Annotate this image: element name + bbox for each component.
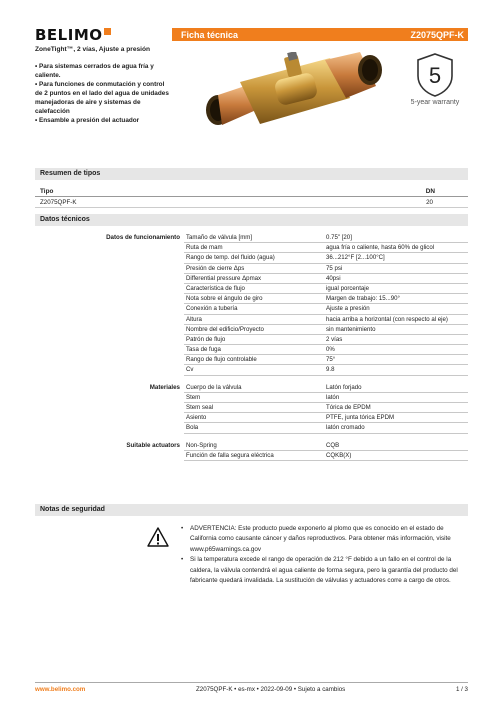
tech-key: Altura: [186, 315, 202, 323]
tech-key: Nota sobre el ángulo de giro: [186, 295, 263, 303]
warranty-label: 5-year warranty: [410, 99, 460, 106]
table-row: [184, 451, 468, 461]
tech-key: Rango de temp. del fluido (agua): [186, 254, 275, 262]
tech-value: 0%: [326, 346, 335, 354]
footer-info: Z2075QPF-K • es-mx • 2022-09-09 • Sujeto a cambios: [196, 686, 346, 693]
table-row: [184, 233, 468, 243]
header-bar: [172, 28, 468, 41]
warning-icon: [147, 527, 169, 547]
table-row: [184, 365, 468, 375]
tech-key: Bola: [186, 424, 199, 432]
page-number: 1 / 3: [455, 686, 468, 693]
col-type: Tipo: [40, 188, 54, 195]
table-row: [184, 345, 468, 355]
belimo-logo: [35, 26, 111, 44]
tech-key: Tamaño de válvula [mm]: [186, 234, 253, 241]
tech-key: Característica de flujo: [186, 284, 245, 292]
tech-value: 2 vías: [326, 335, 343, 343]
tech-value: CQKB(X): [326, 451, 352, 459]
table-row: [184, 294, 468, 304]
table-row: [184, 383, 468, 393]
product-subtitle: ZoneTight™, 2 vías, Ajuste a presión: [35, 46, 151, 53]
tech-value: 75 psi: [326, 264, 343, 272]
tech-group: [35, 441, 468, 461]
table-row: [184, 315, 468, 325]
tech-value: latón: [326, 393, 340, 401]
tech-group-label: Suitable actuators: [126, 441, 180, 449]
tech-value: igual porcentaje: [326, 284, 370, 292]
tech-key: Differential pressure Δpmax: [186, 274, 262, 282]
tech-value: CQB: [326, 441, 340, 449]
tech-value: Ajuste a presión: [326, 305, 370, 313]
tech-value: PTFE, junta tórica EPDM: [326, 414, 395, 422]
tech-key: Tasa de fuga: [186, 346, 221, 354]
table-row: [184, 304, 468, 314]
tech-key: Nombre del edificio/Proyecto: [186, 325, 264, 333]
feature-item: • Ensamble a presión del actuador: [35, 116, 170, 125]
brand-name: BELIMO: [35, 26, 103, 44]
warranty-years: 5: [428, 63, 442, 88]
tech-value: hacia arriba a horizontal (con respecto al eje): [326, 315, 448, 323]
table-row: [184, 413, 468, 423]
feature-item: • Para funciones de conmutación y control de 2 puntos en el lado del agua de unidades manejadoras de aire y sistemas de calefacción: [35, 80, 170, 116]
tech-key: Patrón de flujo: [186, 335, 226, 343]
table-row: [184, 264, 468, 274]
safety-item: • Si la temperatura excede el rango de operación de 212 °F debido a un fallo en el control de la caldera, la válvula contendrá el agua caliente de forma segura, pero la garantía del producto del fabricante quedará invalidada. La sustitución de válvulas y actuadores corre a cargo de otros.: [181, 555, 468, 586]
table-row: [184, 325, 468, 335]
table-row: [184, 355, 468, 365]
section-technical-data: Datos técnicos: [35, 214, 468, 226]
table-row: [184, 441, 468, 451]
shield-icon: [415, 52, 455, 98]
table-row: [35, 198, 468, 208]
model-number: Z2075QPF-K: [410, 29, 464, 40]
table-row: [184, 274, 468, 284]
footer-divider: [35, 682, 468, 683]
table-row: [184, 284, 468, 294]
tech-value: Tórica de EPDM: [326, 404, 371, 411]
safety-list: [181, 524, 468, 586]
feature-item: • Para sistemas cerrados de agua fría y caliente.: [35, 62, 170, 80]
tech-value: 0.75" [20]: [326, 234, 352, 241]
section-type-overview: Resumen de tipos: [35, 168, 468, 180]
table-row: [184, 423, 468, 433]
tech-key: Rango de flujo controlable: [186, 356, 257, 364]
table-row: [184, 403, 468, 413]
tech-group-rows: [184, 233, 468, 376]
doc-type: Ficha técnica: [181, 29, 239, 40]
tech-key: Cuerpo de la válvula: [186, 383, 242, 391]
tech-value: 75°: [326, 356, 336, 364]
safety-item: • ADVERTENCIA: Este producto puede exponerlo al plomo que es conocido en el estado de California como causante cáncer y daños reproductivos. Para obtener más información, visite www.p65warnings.ca.gov: [181, 524, 468, 555]
logo-mark-icon: [104, 28, 111, 35]
tech-group-rows: [184, 383, 468, 434]
types-table-header: [35, 188, 468, 197]
tech-value: Latón forjado: [326, 383, 362, 391]
feature-list: [35, 62, 170, 125]
tech-value: Margen de trabajo: 15...90°: [326, 295, 400, 303]
tech-key: Asiento: [186, 414, 207, 422]
dn-cell: 20: [426, 199, 433, 206]
tech-group-label: Datos de funcionamiento: [106, 234, 180, 241]
tech-key: Cv: [186, 366, 194, 374]
tech-key: Non-Spring: [186, 441, 217, 449]
tech-value: agua fría o caliente, hasta 60% de glicol: [326, 244, 435, 252]
tech-group: [35, 383, 468, 434]
tech-key: Ruta de mam: [186, 244, 223, 252]
tech-group-rows: [184, 441, 468, 461]
valve-product-image: [200, 52, 390, 130]
tech-group-label: Materiales: [149, 383, 180, 391]
section-safety-notes: Notas de seguridad: [35, 504, 468, 516]
warranty-badge: [399, 52, 471, 106]
tech-group: [35, 233, 468, 376]
tech-value: 36...212°F [2...100°C]: [326, 254, 385, 262]
tech-value: sin mantenimiento: [326, 325, 376, 333]
technical-data-table: [35, 233, 468, 461]
tech-key: Stem seal: [186, 404, 214, 411]
tech-key: Conexión a tubería: [186, 305, 238, 313]
table-row: [184, 243, 468, 253]
footer: [35, 686, 468, 693]
tech-key: Función de falla segura eléctrica: [186, 451, 274, 459]
type-cell: Z2075QPF-K: [40, 199, 77, 206]
tech-value: 40psi: [326, 274, 341, 282]
tech-key: Stem: [186, 393, 201, 401]
table-row: [184, 393, 468, 403]
website-link[interactable]: www.belimo.com: [35, 686, 86, 693]
table-row: [184, 335, 468, 345]
table-row: [184, 253, 468, 263]
tech-value: latón cromado: [326, 424, 365, 432]
col-dn: DN: [425, 188, 435, 195]
tech-key: Presión de cierre Δps: [186, 264, 245, 272]
tech-value: 9.8: [326, 366, 335, 374]
